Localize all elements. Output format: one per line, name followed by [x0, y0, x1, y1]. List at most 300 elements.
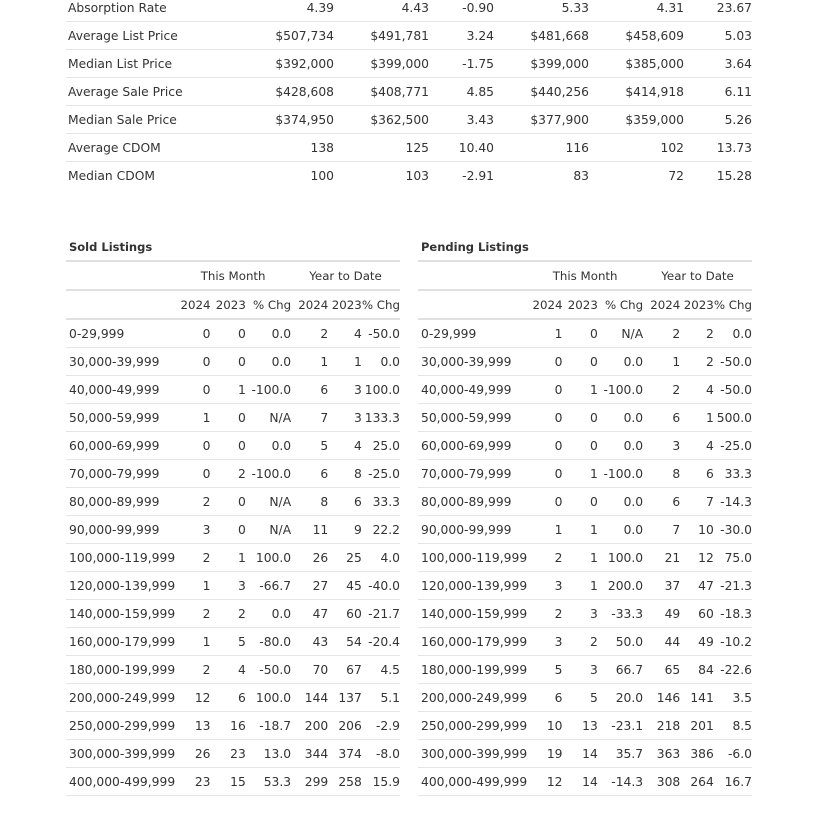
cell-value: 258: [328, 768, 362, 796]
table-row: [418, 712, 752, 740]
cell-value: 138: [246, 134, 334, 162]
cell-value: 3.64: [684, 50, 752, 78]
table-row: [66, 319, 400, 348]
column-header-row: [418, 290, 752, 319]
cell-value: 100.0: [362, 376, 400, 404]
cell-value: 4.85: [429, 78, 494, 106]
cell-value: 2: [210, 460, 245, 488]
row-label: 140,000-159,999: [418, 600, 527, 628]
cell-value: -100.0: [598, 376, 643, 404]
table-row: [66, 572, 400, 600]
row-label: 90,000-99,999: [66, 516, 175, 544]
cell-value: 144: [291, 684, 328, 712]
cell-value: 218: [643, 712, 680, 740]
cell-value: 1: [643, 348, 680, 376]
cell-value: 206: [328, 712, 362, 740]
cell-value: 0: [210, 404, 245, 432]
cell-value: 83: [573, 168, 589, 183]
row-label: 70,000-79,999: [66, 460, 175, 488]
cell-value: 72: [668, 168, 684, 183]
cell-value: 1: [562, 516, 597, 544]
table-row: [66, 712, 400, 740]
cell-value: 200.0: [598, 572, 643, 600]
cell-value: 23.67: [684, 0, 752, 22]
cell-value: 16: [210, 712, 245, 740]
market-summary-table: [66, 0, 752, 189]
cell-value: 84: [680, 656, 714, 684]
cell-value: 0: [527, 432, 562, 460]
cell-value: 1: [175, 628, 210, 656]
group-header-year-to-date: Year to Date: [291, 262, 400, 290]
cell-value: 16.7: [714, 768, 752, 796]
cell-value: -0.90: [429, 0, 494, 22]
table-row: [418, 656, 752, 684]
cell-value: 2: [527, 544, 562, 572]
cell-value: 22.2: [362, 516, 400, 544]
table-row: [418, 572, 752, 600]
cell-value: 0.0: [598, 516, 643, 544]
cell-value: 0: [527, 404, 562, 432]
row-label: 50,000-59,999: [66, 404, 175, 432]
column-header: % Chg: [714, 290, 752, 319]
column-header-row: [66, 290, 400, 319]
cell-value: 4.5: [362, 656, 400, 684]
cell-value: -22.6: [714, 656, 752, 684]
cell-value: 7: [643, 516, 680, 544]
cell-value: 3: [527, 628, 562, 656]
cell-value: 2: [643, 376, 680, 404]
cell-value: 500.0: [714, 404, 752, 432]
cell-value: 7: [680, 488, 714, 516]
cell-value: 15: [210, 768, 245, 796]
cell-value: 6: [328, 488, 362, 516]
cell-value: 1: [562, 460, 597, 488]
row-label: 120,000-139,999: [66, 572, 175, 600]
table-row: [418, 516, 752, 544]
cell-value: 2: [175, 656, 210, 684]
cell-value: 0: [175, 348, 210, 376]
cell-value: 4.39: [246, 0, 334, 22]
cell-value: 3.24: [429, 22, 494, 50]
cell-value: 1: [562, 544, 597, 572]
cell-value: 60: [328, 600, 362, 628]
market-summary-body: [66, 0, 752, 189]
cell-value: 1: [175, 404, 210, 432]
cell-value: 0: [527, 460, 562, 488]
cell-value: 13.73: [684, 134, 752, 162]
row-label: 30,000-39,999: [66, 348, 175, 376]
cell-value: -100.0: [246, 460, 291, 488]
cell-value: -18.7: [246, 712, 291, 740]
cell-value: 8.5: [714, 712, 752, 740]
cell-value: -30.0: [714, 516, 752, 544]
cell-value: 6: [680, 460, 714, 488]
cell-value: 102: [589, 134, 684, 162]
row-label: 90,000-99,999: [418, 516, 527, 544]
table-row: [66, 488, 400, 516]
cell-value: 0: [210, 516, 245, 544]
row-label: Median Sale Price: [66, 106, 246, 134]
cell-value: 137: [328, 684, 362, 712]
cell-value: 0: [562, 348, 597, 376]
table-row: [66, 22, 752, 50]
cell-value: 0: [175, 319, 210, 348]
cell-value: -25.0: [714, 432, 752, 460]
cell-value: 0: [210, 432, 245, 460]
cell-value: 0.0: [362, 348, 400, 376]
cell-value: 10.40: [429, 134, 494, 162]
table-row: [66, 460, 400, 488]
cell-value: -18.3: [714, 600, 752, 628]
cell-value: -14.3: [714, 488, 752, 516]
column-header: % Chg: [598, 290, 643, 319]
row-label: Average List Price: [66, 22, 246, 50]
table-row: [418, 432, 752, 460]
cell-value: 146: [643, 684, 680, 712]
column-header: % Chg: [362, 290, 400, 319]
row-label: 0-29,999: [418, 319, 527, 348]
cell-value: 23: [175, 768, 210, 796]
sold-listings-table: [66, 262, 400, 796]
cell-value: 20.0: [598, 684, 643, 712]
cell-value: 0.0: [246, 319, 291, 348]
cell-value: 12: [527, 768, 562, 796]
cell-value: 3.5: [714, 684, 752, 712]
row-label: 400,000-499,999: [418, 768, 527, 796]
cell-value: 1: [328, 348, 362, 376]
table-row: [66, 684, 400, 712]
cell-value: 1: [562, 572, 597, 600]
row-label: 60,000-69,999: [66, 432, 175, 460]
cell-value: 45: [328, 572, 362, 600]
table-row: [66, 376, 400, 404]
cell-value: 44: [643, 628, 680, 656]
cell-value: 100.0: [246, 544, 291, 572]
group-header-year-to-date: Year to Date: [643, 262, 752, 290]
cell-value: $458,609: [589, 22, 684, 50]
cell-value: $428,608: [246, 78, 334, 106]
cell-value: 11: [291, 516, 328, 544]
cell-value: $408,771: [334, 78, 429, 106]
cell-value: -50.0: [246, 656, 291, 684]
row-label: 200,000-249,999: [418, 684, 527, 712]
cell-value: 264: [680, 768, 714, 796]
cell-value: 10: [680, 516, 714, 544]
cell-value: 4: [680, 376, 714, 404]
cell-value: $399,000: [334, 50, 429, 78]
row-label: 100,000-119,999: [66, 544, 175, 572]
row-label: 120,000-139,999: [418, 572, 527, 600]
cell-value: 0: [175, 432, 210, 460]
table-row: [418, 740, 752, 768]
row-label: 250,000-299,999: [418, 712, 527, 740]
table-row: [66, 134, 752, 162]
cell-value: 12: [175, 684, 210, 712]
table-row: [418, 319, 752, 348]
row-label: Average CDOM: [66, 134, 246, 162]
cell-value: 6: [643, 404, 680, 432]
cell-value: 4.43: [334, 0, 429, 22]
cell-value: 0: [175, 460, 210, 488]
table-row: [66, 348, 400, 376]
row-label: 300,000-399,999: [418, 740, 527, 768]
cell-value: 1: [680, 404, 714, 432]
cell-value: 6.11: [684, 78, 752, 106]
cell-value: 133.3: [362, 404, 400, 432]
cell-value: 4.31: [589, 0, 684, 22]
cell-value: 47: [680, 572, 714, 600]
cell-value: 0.0: [598, 404, 643, 432]
cell-value: 5.26: [684, 106, 752, 134]
cell-value: 8: [643, 460, 680, 488]
cell-value: 26: [291, 544, 328, 572]
table-row: [66, 656, 400, 684]
cell-value: 9: [328, 516, 362, 544]
cell-value: 0: [175, 376, 210, 404]
cell-value: 5: [562, 684, 597, 712]
cell-value: $414,918: [589, 78, 684, 106]
cell-value: 33.3: [362, 488, 400, 516]
group-header-this-month: This Month: [175, 262, 291, 290]
cell-value: 26: [175, 740, 210, 768]
column-header: 2023: [328, 290, 362, 319]
cell-value: N/A: [246, 404, 291, 432]
row-label: 50,000-59,999: [418, 404, 527, 432]
cell-value: -1.75: [429, 50, 494, 78]
cell-value: 1: [210, 544, 245, 572]
cell-value: 0: [562, 432, 597, 460]
row-label: Average Sale Price: [66, 78, 246, 106]
cell-value: $481,668: [494, 22, 589, 50]
cell-value: $491,781: [334, 22, 429, 50]
cell-value: 25: [328, 544, 362, 572]
cell-value: 6: [527, 684, 562, 712]
cell-value: 0: [210, 488, 245, 516]
cell-value: 116: [494, 134, 589, 162]
cell-value: 201: [680, 712, 714, 740]
cell-value: 0.0: [246, 432, 291, 460]
row-label: 30,000-39,999: [418, 348, 527, 376]
cell-value: $377,900: [494, 106, 589, 134]
cell-value: -25.0: [362, 460, 400, 488]
cell-value: 374: [328, 740, 362, 768]
cell-value: 103: [405, 168, 429, 183]
row-label: 80,000-89,999: [418, 488, 527, 516]
cell-value: -50.0: [714, 376, 752, 404]
cell-value: 21: [643, 544, 680, 572]
table-row: [66, 78, 752, 106]
cell-value: -20.4: [362, 628, 400, 656]
cell-value: 0.0: [598, 432, 643, 460]
row-label: 400,000-499,999: [66, 768, 175, 796]
cell-value: 200: [291, 712, 328, 740]
cell-value: 13: [175, 712, 210, 740]
cell-value: 14: [562, 768, 597, 796]
cell-value: 0.0: [598, 348, 643, 376]
sold-listings-body: [66, 319, 400, 796]
cell-value: 6: [291, 376, 328, 404]
cell-value: 3: [210, 572, 245, 600]
cell-value: 2: [527, 600, 562, 628]
cell-value: $385,000: [589, 50, 684, 78]
cell-value: 0: [527, 488, 562, 516]
pending-listings-section: [418, 238, 752, 796]
row-label: 160,000-179,999: [418, 628, 527, 656]
cell-value: 2: [210, 600, 245, 628]
cell-value: 299: [291, 768, 328, 796]
table-row: [66, 106, 752, 134]
cell-value: 5: [527, 656, 562, 684]
table-row: [66, 0, 752, 22]
cell-value: 33.3: [714, 460, 752, 488]
cell-value: $374,950: [246, 106, 334, 134]
cell-value: 0.0: [246, 600, 291, 628]
section-title: Sold Listings: [66, 238, 400, 262]
cell-value: -80.0: [246, 628, 291, 656]
cell-value: 0.0: [246, 348, 291, 376]
cell-value: 0: [527, 348, 562, 376]
cell-value: 386: [680, 740, 714, 768]
table-row: [418, 768, 752, 796]
cell-value: 2: [291, 319, 328, 348]
cell-value: 35.7: [598, 740, 643, 768]
cell-value: N/A: [246, 488, 291, 516]
cell-value: $507,734: [246, 22, 334, 50]
table-row: [66, 432, 400, 460]
row-label: 0-29,999: [66, 319, 175, 348]
cell-value: 15.9: [362, 768, 400, 796]
column-header: 2023: [680, 290, 714, 319]
row-label: 160,000-179,999: [66, 628, 175, 656]
column-header: % Chg: [246, 290, 291, 319]
cell-value: 19: [527, 740, 562, 768]
cell-value: 6: [291, 460, 328, 488]
cell-value: 5.33: [494, 0, 589, 22]
table-row: [418, 628, 752, 656]
cell-value: 12: [680, 544, 714, 572]
row-label: 60,000-69,999: [418, 432, 527, 460]
cell-value: -33.3: [598, 600, 643, 628]
row-label: Median List Price: [66, 50, 246, 78]
cell-value: 141: [680, 684, 714, 712]
cell-value: 0.0: [714, 319, 752, 348]
cell-value: 8: [328, 460, 362, 488]
cell-value: 4: [328, 319, 362, 348]
cell-value: 5: [210, 628, 245, 656]
table-row: [66, 628, 400, 656]
column-header: 2024: [291, 290, 328, 319]
cell-value: -10.2: [714, 628, 752, 656]
cell-value: -40.0: [362, 572, 400, 600]
group-header-row: [66, 262, 400, 290]
cell-value: 125: [334, 134, 429, 162]
cell-value: 4: [210, 656, 245, 684]
cell-value: -50.0: [362, 319, 400, 348]
column-header: 2023: [210, 290, 245, 319]
cell-value: -50.0: [714, 348, 752, 376]
column-header: 2024: [643, 290, 680, 319]
cell-value: 67: [328, 656, 362, 684]
row-label: 100,000-119,999: [418, 544, 527, 572]
cell-value: -21.3: [714, 572, 752, 600]
table-row: [418, 488, 752, 516]
cell-value: 1: [210, 376, 245, 404]
cell-value: -6.0: [714, 740, 752, 768]
cell-value: $399,000: [494, 50, 589, 78]
table-row: [418, 376, 752, 404]
cell-value: $359,000: [589, 106, 684, 134]
cell-value: 344: [291, 740, 328, 768]
cell-value: 53.3: [246, 768, 291, 796]
header-spacer: [66, 290, 175, 319]
cell-value: 25.0: [362, 432, 400, 460]
cell-value: 100: [310, 168, 334, 183]
group-header-row: [418, 262, 752, 290]
cell-value: 13: [562, 712, 597, 740]
cell-value: 0: [562, 404, 597, 432]
cell-value: 3.43: [429, 106, 494, 134]
cell-value: -21.7: [362, 600, 400, 628]
cell-value: 2: [680, 348, 714, 376]
sold-listings-section: [66, 238, 400, 796]
cell-value: -100.0: [246, 376, 291, 404]
cell-value: -8.0: [362, 740, 400, 768]
table-row: [66, 162, 752, 190]
table-row: [418, 600, 752, 628]
cell-value: 1: [527, 319, 562, 348]
cell-value: 1: [291, 348, 328, 376]
cell-value: 27: [291, 572, 328, 600]
header-spacer: [66, 262, 175, 290]
table-row: [66, 768, 400, 796]
cell-value: 75.0: [714, 544, 752, 572]
row-label: 180,000-199,999: [66, 656, 175, 684]
cell-value: $392,000: [246, 50, 334, 78]
cell-value: 7: [291, 404, 328, 432]
cell-value: -14.3: [598, 768, 643, 796]
cell-value: 0: [562, 488, 597, 516]
cell-value: N/A: [598, 319, 643, 348]
cell-value: 1: [562, 376, 597, 404]
cell-value: $440,256: [494, 78, 589, 106]
cell-value: 6: [210, 684, 245, 712]
cell-value: -100.0: [598, 460, 643, 488]
header-spacer: [418, 262, 527, 290]
table-row: [66, 544, 400, 572]
cell-value: 14: [562, 740, 597, 768]
cell-value: 4.0: [362, 544, 400, 572]
cell-value: 100.0: [246, 684, 291, 712]
cell-value: 0.0: [598, 488, 643, 516]
cell-value: 2: [643, 319, 680, 348]
cell-value: 2: [562, 628, 597, 656]
cell-value: -66.7: [246, 572, 291, 600]
cell-value: 60: [680, 600, 714, 628]
table-row: [66, 516, 400, 544]
row-label: 180,000-199,999: [418, 656, 527, 684]
cell-value: 49: [643, 600, 680, 628]
table-row: [418, 404, 752, 432]
cell-value: 0: [210, 319, 245, 348]
table-row: [66, 50, 752, 78]
row-label: 200,000-249,999: [66, 684, 175, 712]
table-row: [418, 544, 752, 572]
cell-value: 5.1: [362, 684, 400, 712]
row-label: Median CDOM: [68, 168, 155, 183]
cell-value: 1: [527, 516, 562, 544]
cell-value: 363: [643, 740, 680, 768]
table-row: [66, 600, 400, 628]
